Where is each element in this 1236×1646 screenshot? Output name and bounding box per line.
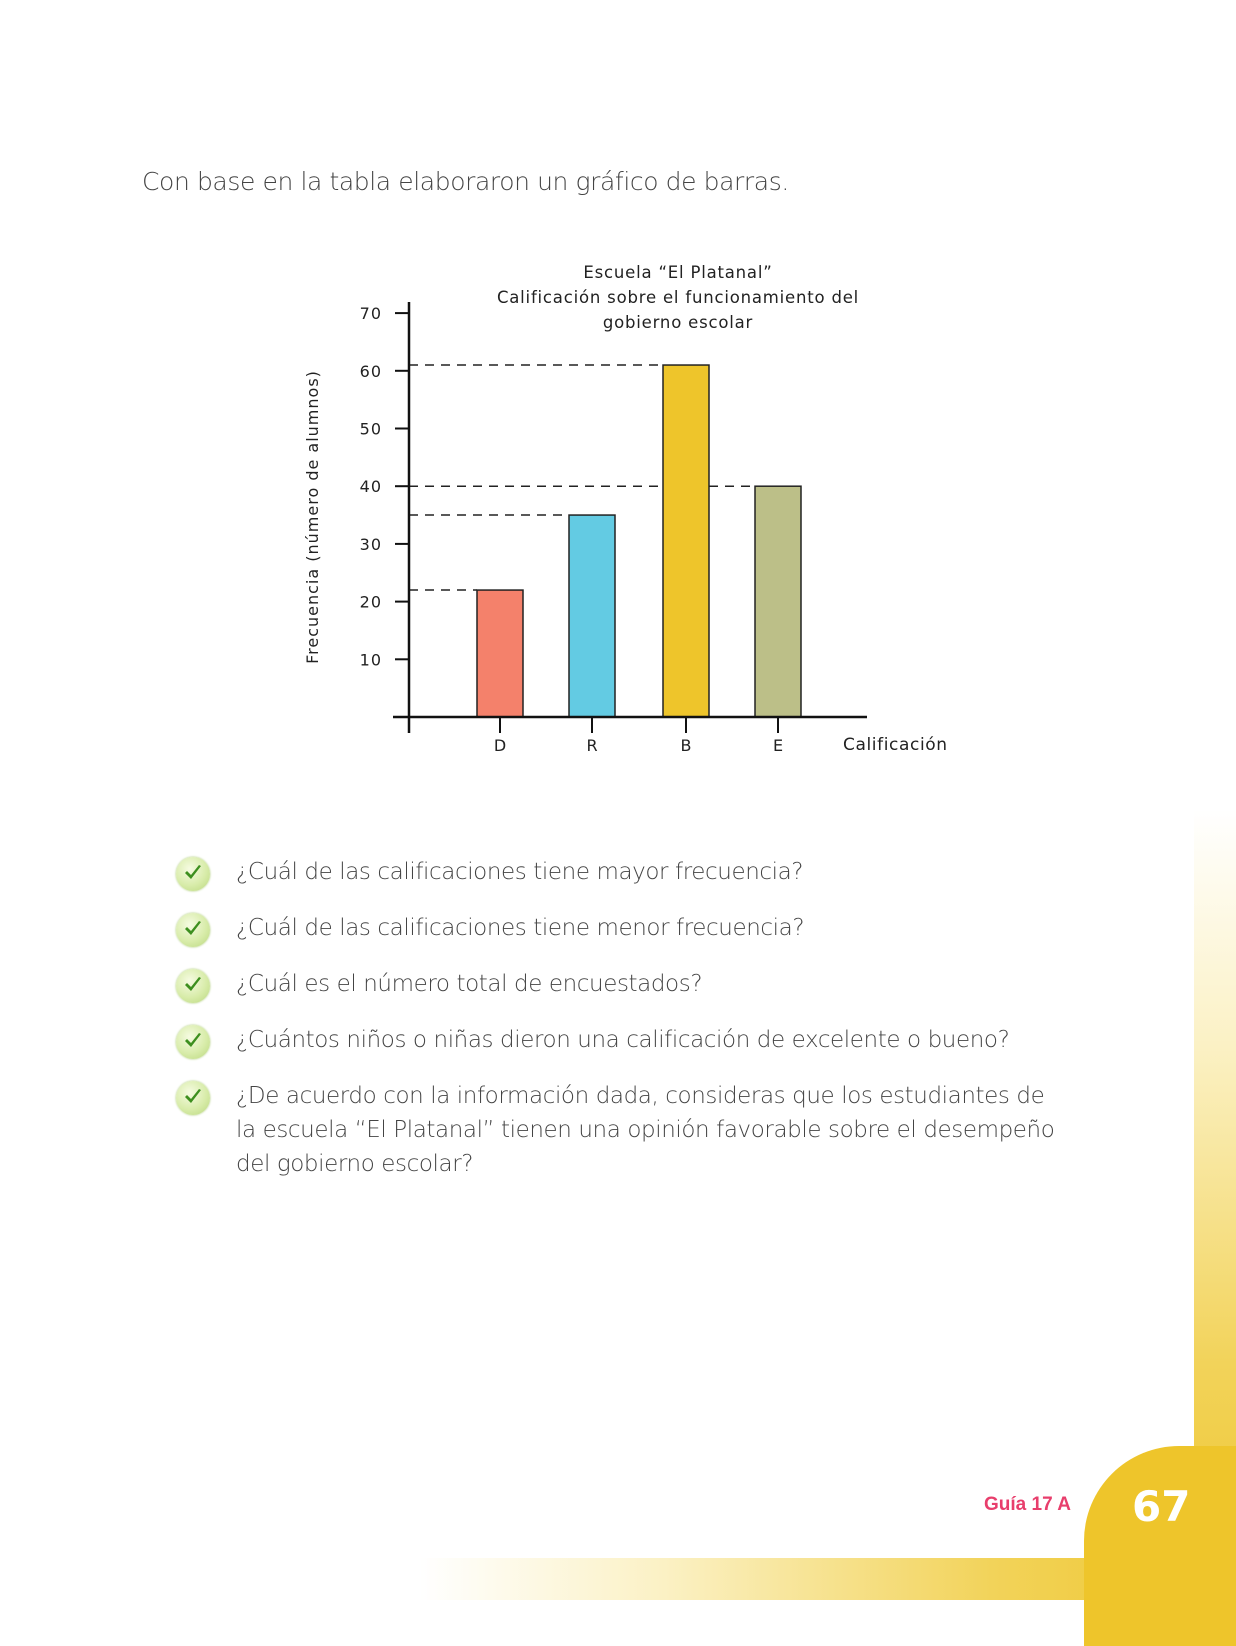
- y-tick-label: 20: [359, 592, 382, 612]
- y-axis-label: Frecuencia (número de alumnos): [303, 370, 322, 664]
- y-tick-label: 70: [359, 304, 382, 324]
- question-list: [176, 855, 1056, 1203]
- check-bullet-icon: [176, 857, 210, 891]
- question-text: ¿Cuál es el número total de encuestados?: [236, 971, 703, 997]
- check-bullet-icon: [176, 1081, 210, 1115]
- chart-bars: [477, 365, 801, 717]
- y-tick-label: 30: [359, 534, 382, 554]
- question-text: ¿Cuál de las calificaciones tiene menor frecuencia?: [236, 915, 805, 941]
- page-number: 67: [1132, 1482, 1191, 1531]
- question-text: ¿Cuál de las calificaciones tiene mayor frecuencia?: [236, 859, 804, 885]
- check-bullet-icon: [176, 1025, 210, 1059]
- bar-d: [477, 590, 523, 717]
- bar-chart: [0, 0, 1236, 800]
- y-tick-label: 60: [359, 361, 382, 381]
- x-tick-label: B: [680, 736, 692, 755]
- bar-e: [755, 486, 801, 717]
- x-tick-label: D: [493, 736, 507, 755]
- question-item: [176, 855, 1056, 889]
- page-number-tab: [1084, 1446, 1236, 1646]
- chart-y-ticks: [360, 304, 409, 669]
- question-text: ¿Cuántos niños o niñas dieron una calificación de excelente o bueno?: [236, 1027, 1010, 1053]
- x-axis-label: Calificación: [843, 735, 948, 755]
- x-tick-label: R: [586, 736, 598, 755]
- check-bullet-icon: [176, 969, 210, 1003]
- x-tick-label: E: [772, 736, 784, 755]
- bar-b: [663, 365, 709, 717]
- chart-x-ticks: [494, 717, 783, 755]
- y-tick-label: 50: [359, 419, 382, 439]
- question-item: [176, 1079, 1056, 1181]
- question-item: [176, 1023, 1056, 1057]
- chart-title: [497, 263, 859, 332]
- chart-title-line: Escuela “El Platanal”: [583, 263, 773, 282]
- question-item: [176, 967, 1056, 1001]
- question-item: [176, 911, 1056, 945]
- bar-r: [569, 515, 615, 717]
- chart-title-line: Calificación sobre el funcionamiento del: [496, 288, 860, 307]
- y-tick-label: 10: [359, 650, 382, 670]
- y-tick-label: 40: [359, 477, 382, 497]
- guide-label: Guía 17 A: [984, 1494, 1071, 1515]
- chart-title-line: gobierno escolar: [602, 313, 754, 332]
- check-bullet-icon: [176, 913, 210, 947]
- question-text: ¿De acuerdo con la información dada, consideras que los estudiantes de la escuela “El Platanal” tienen una opinión favorable sobre el desempeño del gobierno escolar?: [236, 1083, 1055, 1177]
- intro-text: Con base en la tabla elaboraron un gráfico de barras.: [142, 167, 789, 196]
